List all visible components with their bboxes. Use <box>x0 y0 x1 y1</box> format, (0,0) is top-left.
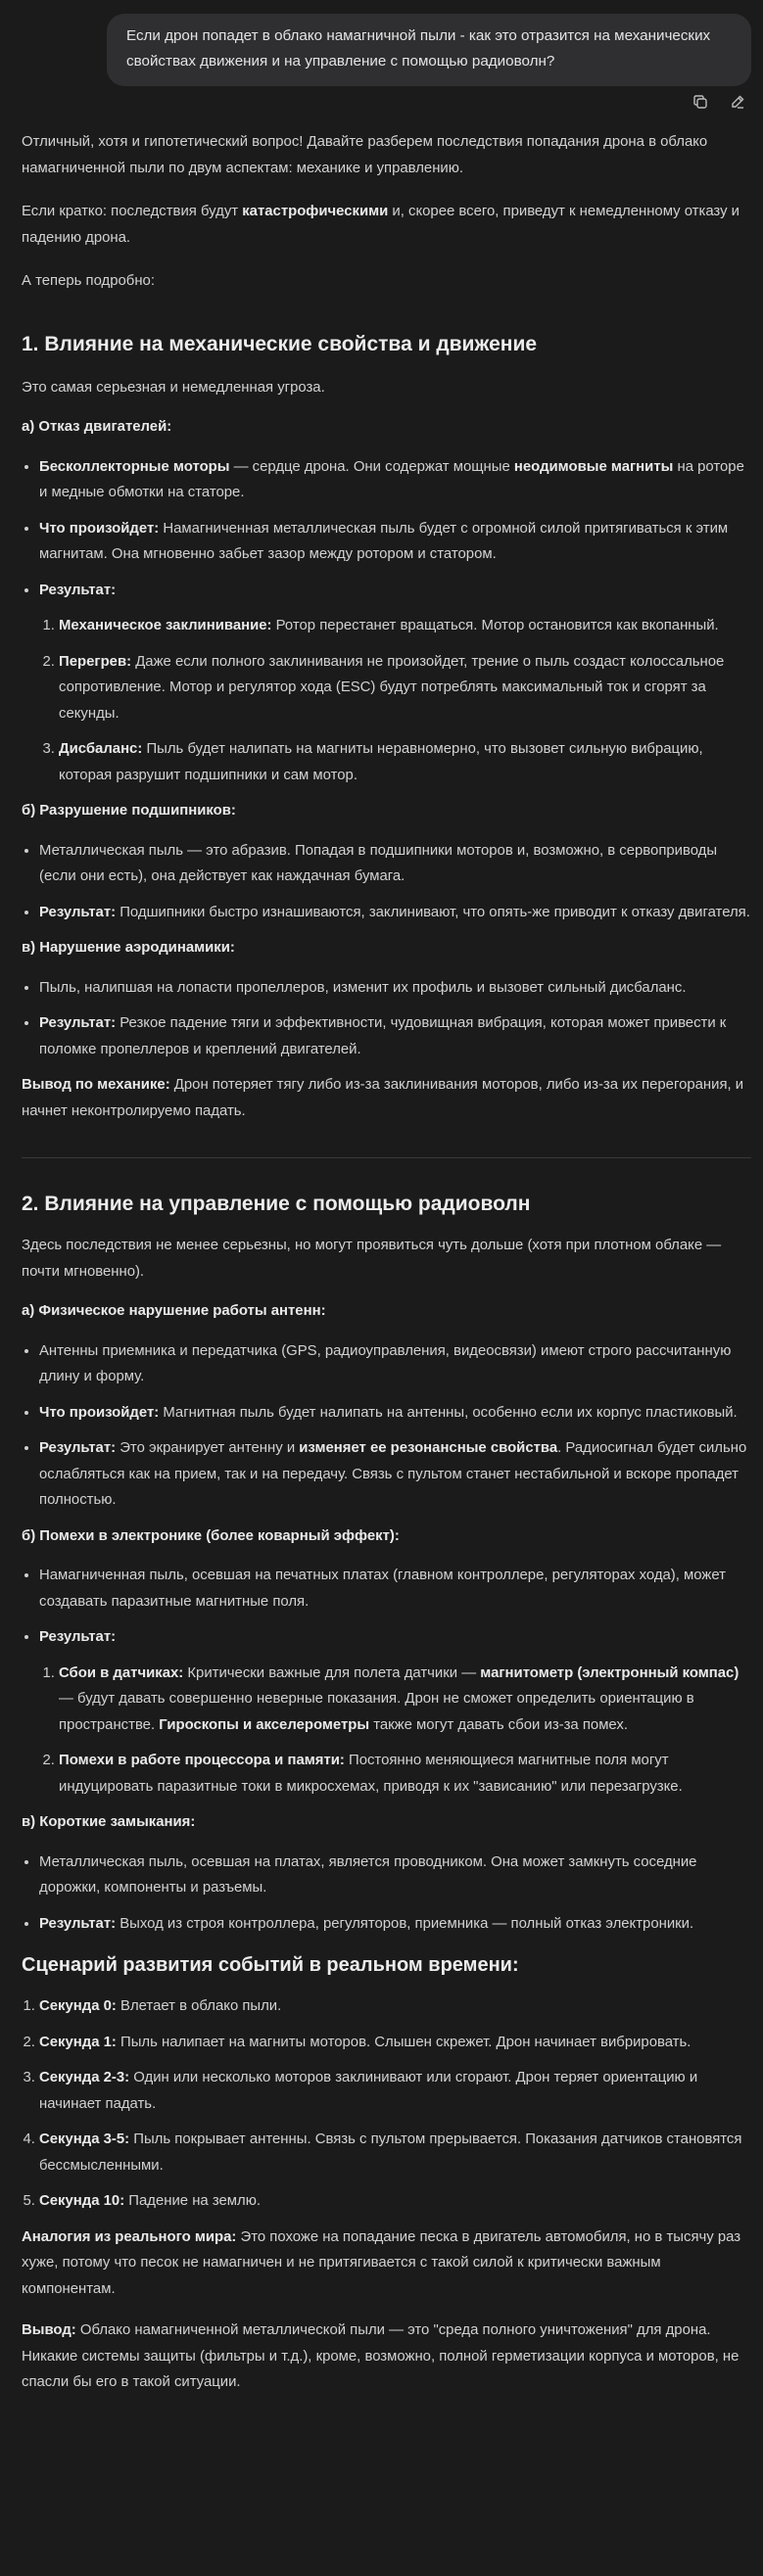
list-item: 1. Сбои в датчиках: Критически важные для полета датчики — магнитометр (электронный компас) — будут давать совершенно неверные показания. Дрон не сможет определить ориентацию в пространстве. Гироскопы и акселерометры также могут давать сбои из-за помех. <box>59 1661 751 1739</box>
list-item: 3. Дисбаланс: Пыль будет налипать на магниты неравномерно, что вызовет сильную вибрацию, которая разрушит подшипники и сам мотор. <box>59 736 751 788</box>
scenario-item: 5. Секунда 10: Падение на землю. <box>39 2188 751 2215</box>
final-conclusion: Вывод: Облако намагниченной металлической пыли — это "среда полного уничтожения" для дрона. Никакие системы защиты (фильтры и т.д.), кроме, возможно, полной герметизации корпуса и моторов, не спасли бы его в такой ситуации. <box>22 2322 739 2390</box>
s1-c-list <box>22 975 751 1063</box>
list-item: • Антенны приемника и передатчика (GPS, радиоуправления, видеосвязи) имеют строго рассчитанную длину и форму. <box>39 1338 751 1390</box>
edit-button[interactable] <box>726 90 749 114</box>
s2-a-list <box>22 1338 751 1514</box>
s2-c-title: в) Короткие замыкания: <box>22 1814 196 1830</box>
list-item: • Что произойдет: Намагниченная металлическая пыль будет с огромной силой притягиваться к этим магнитам. Она мгновенно забьет зазор между ротором и статором. <box>39 516 751 568</box>
assistant-answer <box>22 129 751 2396</box>
detail-intro: А теперь подробно: <box>22 273 155 289</box>
s1-b-title: б) Разрушение подшипников: <box>22 803 236 819</box>
scenario-item: 2. Секунда 1: Пыль налипает на магниты моторов. Слышен скрежет. Дрон начинает вибрировать. <box>39 2030 751 2056</box>
scenario-item: 3. Секунда 2-3: Один или несколько моторов заклинивают или сгорают. Дрон теряет ориентацию и начинает падать. <box>39 2065 751 2117</box>
list-item: • Металлическая пыль, осевшая на платах, является проводником. Она может замкнуть соседние дорожки, компоненты и разъемы. <box>39 1850 751 1901</box>
s2-result-list <box>39 1661 751 1801</box>
list-item: • Металлическая пыль — это абразив. Попадая в подшипники моторов и, возможно, в сервоприводы (если они есть), она действует как наждачная бумага. <box>39 838 751 890</box>
list-item: • Бесколлекторные моторы — сердце дрона. Они содержат мощные неодимовые магниты на роторе и медные обмотки на статоре. <box>39 454 751 506</box>
s2-c-list <box>22 1850 751 1938</box>
user-message-text: Если дрон попадет в облако намагничной пыли - как это отразится на механических свойствах движения и на управление с помощью радиоволн? <box>126 27 711 70</box>
s1-a-list <box>22 454 751 789</box>
list-item: • Результат: Подшипники быстро изнашиваются, заклинивают, что опять-же приводит к отказу двигателя. <box>39 900 751 926</box>
scenario-item: 1. Секунда 0: Влетает в облако пыли. <box>39 1993 751 2020</box>
s2-b-title: б) Помехи в электронике (более коварный эффект): <box>22 1527 400 1544</box>
scenario-list <box>22 1993 751 2215</box>
list-item: • Результат: Выход из строя контроллера, регуляторов, приемника — полный отказ электроники. <box>39 1911 751 1938</box>
list-item: • Что произойдет: Магнитная пыль будет налипать на антенны, особенно если их корпус пластиковый. <box>39 1400 751 1427</box>
list-item: • Результат: 1. Механическое заклинивание: Ротор перестанет вращаться. Мотор остановится как вкопанный. 2. Перегрев: Даже если полного заклинивания не произойдет, трение о пыль создаст колоссальное сопротивление. Мотор и регулятор хода (ESC) будут потреблять максимальный ток и сгорят за секунды. 3. Дисбаланс: Пыль будет налипать на магниты неравномерно, что вызовет сильную вибрацию, которая разрушит подшипники и сам мотор. <box>39 578 751 789</box>
list-item: • Результат: Это экранирует антенну и изменяет ее резонансные свойства. Радиосигнал будет сильно ослабляться как на прием, так и на передачу. Связь с пультом станет нестабильной и вскоре пропадет полностью. <box>39 1435 751 1514</box>
edit-icon <box>730 94 745 110</box>
scenario-heading: Сценарий развития событий в реальном времени: <box>22 1954 519 1976</box>
section-2-heading: 2. Влияние на управление с помощью радиоволн <box>22 1193 531 1215</box>
message-actions <box>689 90 749 114</box>
s1-c-title: в) Нарушение аэродинамики: <box>22 940 235 956</box>
list-item: 2. Помехи в работе процессора и памяти: Постоянно меняющиеся магнитные поля могут индуцировать паразитные токи в микросхемах, приводя к их "зависанию" или перезагрузке. <box>59 1748 751 1800</box>
list-item: 2. Перегрев: Даже если полного заклинивания не произойдет, трение о пыль создаст колоссальное сопротивление. Мотор и регулятор хода (ESC) будут потреблять максимальный ток и сгорят за секунды. <box>59 649 751 727</box>
user-message-bubble <box>107 14 751 86</box>
s1-result-list <box>39 613 751 788</box>
list-item: 1. Механическое заклинивание: Ротор перестанет вращаться. Мотор остановится как вкопанный. <box>59 613 751 639</box>
list-item: • Результат: Резкое падение тяги и эффективности, чудовищная вибрация, которая может привести к поломке пропеллеров и креплений двигателей. <box>39 1010 751 1062</box>
list-item: • Намагниченная пыль, осевшая на печатных платах (главном контроллере, регуляторах хода), может создавать паразитные магнитные поля. <box>39 1563 751 1615</box>
scenario-item: 4. Секунда 3-5: Пыль покрывает антенны. Связь с пультом прерывается. Показания датчиков становятся бессмысленными. <box>39 2127 751 2178</box>
copy-icon <box>692 94 708 110</box>
section-2-lead: Здесь последствия не менее серьезны, но могут проявиться чуть дольше (хотя при плотном облаке — почти мгновенно). <box>22 1238 722 1280</box>
s1-conclusion: Вывод по механике: Дрон потеряет тягу либо из-за заклинивания моторов, либо из-за их перегорания, и начнет неконтролируемо падать. <box>22 1077 744 1119</box>
analogy-paragraph: Аналогия из реального мира: Это похоже на попадание песка в двигатель автомобиля, но в тысячу раз хуже, потому что песок не намагничен и не притягивается с такой силой к критически важным компонентам. <box>22 2228 741 2297</box>
section-1-heading: 1. Влияние на механические свойства и движение <box>22 332 538 355</box>
s1-b-list <box>22 838 751 926</box>
section-divider <box>22 1157 751 1158</box>
list-item: • Пыль, налипшая на лопасти пропеллеров, изменит их профиль и вызовет сильный дисбаланс. <box>39 975 751 1002</box>
intro-paragraph: Отличный, хотя и гипотетический вопрос! Давайте разберем последствия попадания дрона в облако намагниченной пыли по двум аспектам: механике и управлению. <box>22 134 708 176</box>
copy-button[interactable] <box>689 90 712 114</box>
s2-a-title: а) Физическое нарушение работы антенн: <box>22 1303 326 1319</box>
summary-paragraph: Если кратко: последствия будут катастрофическими и, скорее всего, приведут к немедленному отказу и падению дрона. <box>22 204 739 246</box>
s1-a-title: а) Отказ двигателей: <box>22 419 172 435</box>
list-item: • Результат: 1. Сбои в датчиках: Критически важные для полета датчики — магнитометр (электронный компас) — будут давать совершенно неверные показания. Дрон не сможет определить ориентацию в пространстве. Гироскопы и акселерометры также могут давать сбои из-за помех. 2. Помехи в работе процессора и памяти: Постоянно меняющиеся магнитные поля могут индуцировать паразитные токи в микросхемах, приводя к их "зависанию" или перезагрузке. <box>39 1624 751 1800</box>
section-1-lead: Это самая серьезная и немедленная угроза. <box>22 379 325 396</box>
s2-b-list <box>22 1563 751 1800</box>
